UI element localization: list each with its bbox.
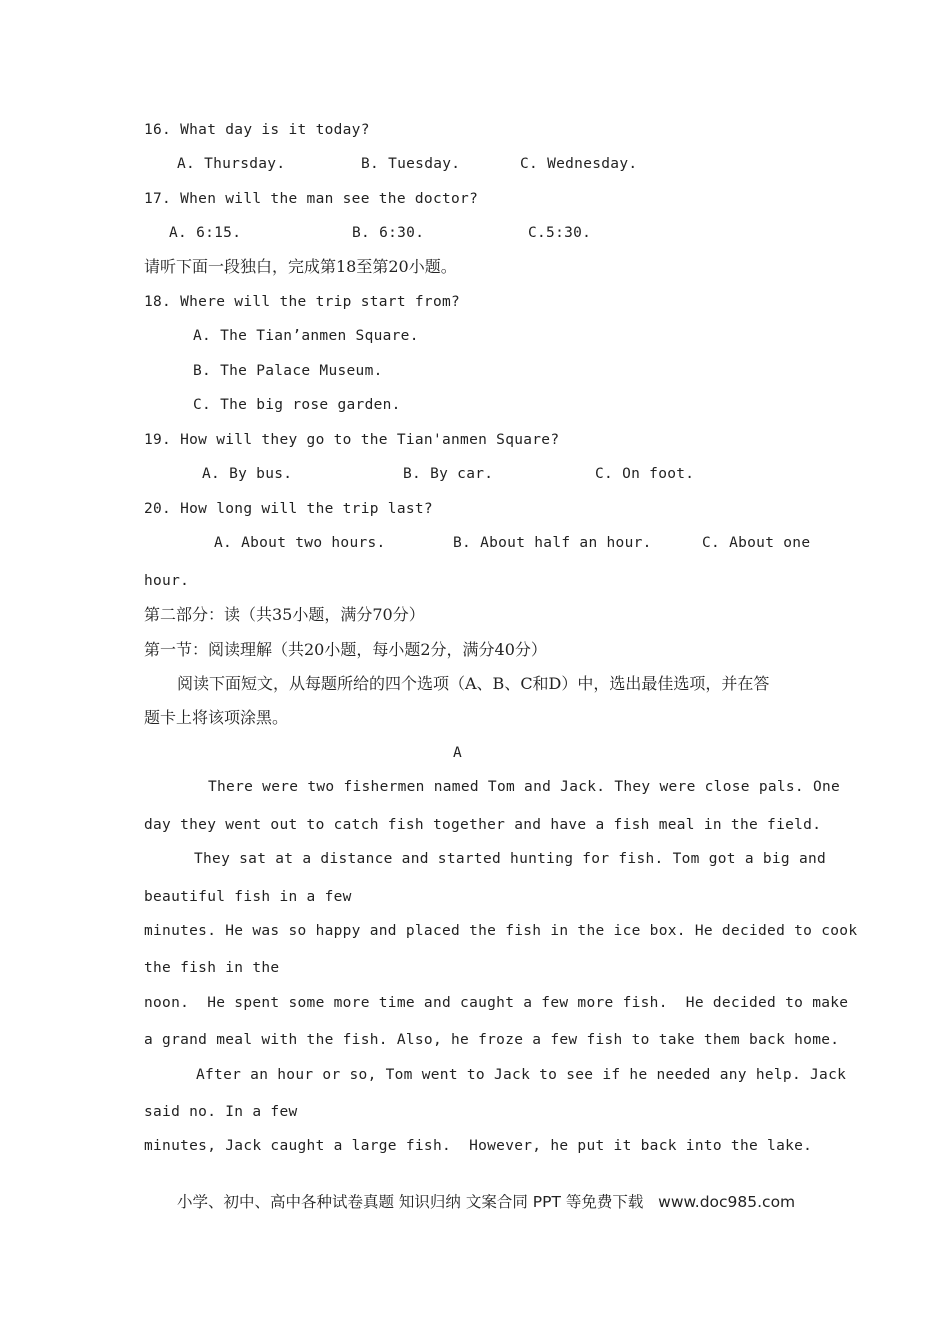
- passage-line: There were two fishermen named Tom and Jack. They were close pals. One: [208, 779, 841, 795]
- question-20-stem: 20. How long will the trip last?: [144, 501, 433, 517]
- passage-line: a grand meal with the fish. Also, he froze a few fish to take them back home.: [144, 1032, 840, 1048]
- question-18-option-a: A. The Tian’anmen Square.: [193, 328, 419, 344]
- question-17-option-b: B. 6:30.: [352, 225, 425, 241]
- question-20-option-c-continued: hour.: [144, 573, 190, 589]
- section-2-title: 第二部分：读（共35小题，满分70分）: [144, 605, 425, 624]
- section-2-subtitle: 第一节：阅读理解（共20小题，每小题2分，满分40分）: [144, 640, 547, 659]
- question-16-option-c: C. Wednesday.: [520, 156, 638, 172]
- passage-line: beautiful fish in a few: [144, 889, 352, 905]
- passage-line: minutes. He was so happy and placed the fish in the ice box. He decided to cook: [144, 923, 858, 939]
- question-18-option-b: B. The Palace Museum.: [193, 363, 383, 379]
- question-18-option-c: C. The big rose garden.: [193, 397, 401, 413]
- question-17-option-c: C.5:30.: [528, 225, 592, 241]
- question-19-option-c: C. On foot.: [595, 466, 695, 482]
- question-20-option-b: B. About half an hour.: [453, 535, 652, 551]
- question-19-option-a: A. By bus.: [202, 466, 293, 482]
- passage-line: day they went out to catch fish together and have a fish meal in the field.: [144, 817, 822, 833]
- question-19-stem: 19. How will they go to the Tian'anmen Square?: [144, 432, 560, 448]
- passage-line: They sat at a distance and started hunting for fish. Tom got a big and: [194, 851, 827, 867]
- question-17-option-a: A. 6:15.: [169, 225, 242, 241]
- listening-instruction: 请听下面一段独白，完成第18至第20小题。: [144, 257, 457, 276]
- reading-instruction-line-2: 题卡上将该项涂黑。: [144, 708, 289, 727]
- passage-line: minutes, Jack caught a large fish. However, he put it back into the lake.: [144, 1138, 813, 1154]
- question-18-stem: 18. Where will the trip start from?: [144, 294, 461, 310]
- question-17-stem: 17. When will the man see the doctor?: [144, 191, 479, 207]
- question-16-option-a: A. Thursday.: [177, 156, 286, 172]
- passage-line: the fish in the: [144, 960, 280, 976]
- passage-line: said no. In a few: [144, 1104, 298, 1120]
- question-20-option-a: A. About two hours.: [214, 535, 386, 551]
- passage-label: A: [453, 745, 463, 761]
- passage-line: noon. He spent some more time and caught a few more fish. He decided to make: [144, 995, 849, 1011]
- question-16-stem: 16. What day is it today?: [144, 122, 370, 138]
- passage-line: After an hour or so, Tom went to Jack to see if he needed any help. Jack: [196, 1067, 847, 1083]
- reading-instruction-line-1: 阅读下面短文，从每题所给的四个选项（A、B、C和D）中，选出最佳选项，并在答: [177, 674, 770, 693]
- question-16-option-b: B. Tuesday.: [361, 156, 461, 172]
- question-19-option-b: B. By car.: [403, 466, 494, 482]
- question-20-option-c: C. About one: [702, 535, 811, 551]
- page-footer: 小学、初中、高中各种试卷真题 知识归纳 文案合同 PPT 等免费下载 www.doc985.com: [177, 1193, 796, 1211]
